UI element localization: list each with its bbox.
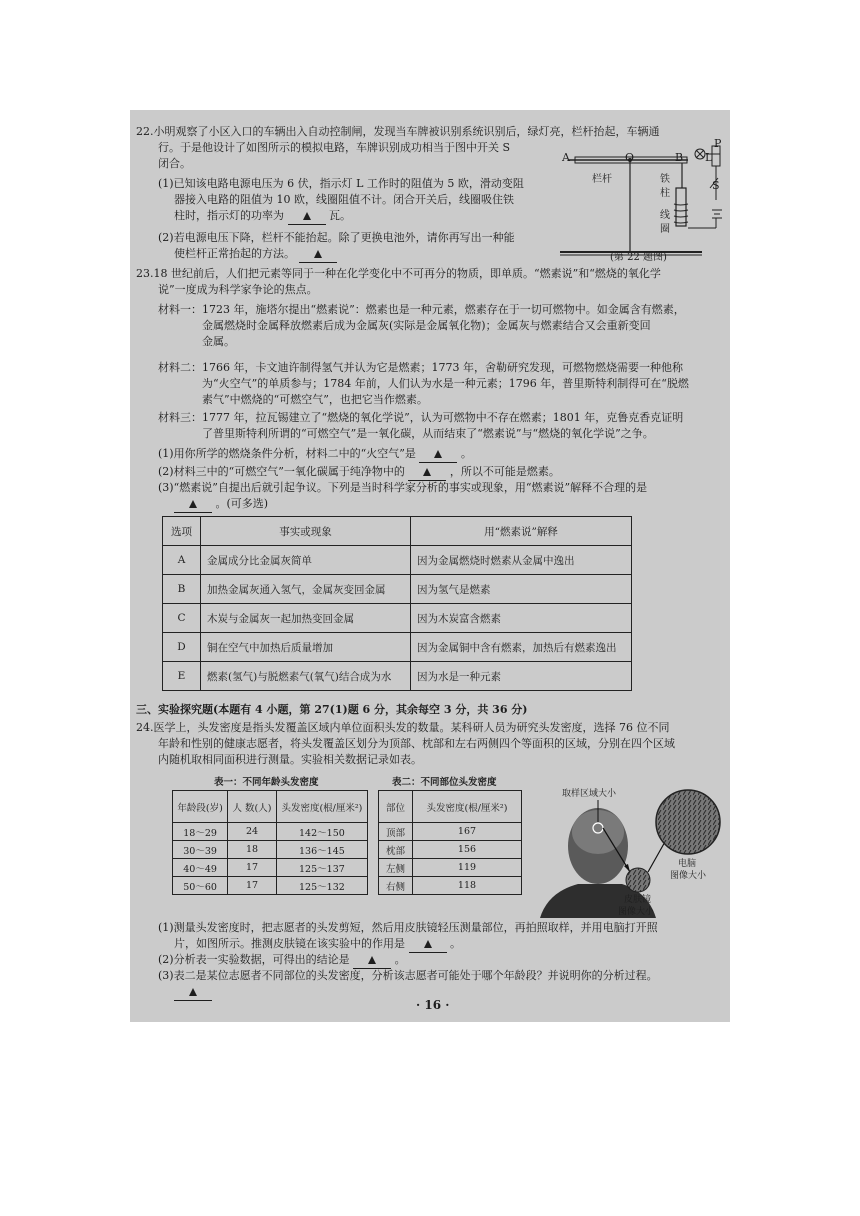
q24-table1: [172, 790, 368, 895]
fig-label-P: P: [714, 137, 722, 150]
triangle-icon: [189, 500, 197, 508]
table-cell: 17: [228, 859, 277, 877]
q23-q3-note: 。(可多选): [215, 497, 269, 510]
table-header-cell: 用“燃素说”解释: [411, 517, 632, 546]
fig-label-L: L: [705, 151, 713, 164]
q24-q1-end: 。: [450, 937, 461, 950]
answer-blank[interactable]: [288, 208, 326, 225]
table-cell: 因为水是一种元素: [411, 662, 632, 691]
q23-material1-line1: 材料一：1723 年，施塔尔提出“燃素说”：燃素也是一种元素，燃素存在于一切可燃物中。如金属含有燃素，: [158, 303, 685, 316]
table-cell: 因为木炭富含燃素: [411, 604, 632, 633]
q22-part1-text: 柱时，指示灯的功率为: [174, 209, 284, 222]
table-row: [173, 877, 368, 895]
triangle-icon: [423, 468, 431, 476]
table-row: [163, 633, 632, 662]
q23-q3-line1: (3)“燃素说”自提出后就引起争议。下列是当时科学家分析的事实或现象，用“燃素说”解释不合理的是: [158, 481, 648, 494]
label-computer-size: 图像大小: [670, 871, 707, 881]
table-cell: 因为金属铜中含有燃素，加热后有燃素逸出: [411, 633, 632, 662]
table-cell: 因为金属燃烧时燃素从金属中逸出: [411, 546, 632, 575]
triangle-icon: [434, 450, 442, 458]
table-header-row: [173, 791, 368, 823]
q23-material1-line2: 金属燃烧时金属释放燃素后成为金属灰(实际是金属氧化物)；金属灰与燃素结合又会重新变回: [202, 319, 651, 332]
q22-stem-line2: 行。于是他设计了如图所示的模拟电路，车牌识别成功相当于图中开关 S: [158, 141, 511, 154]
q23-material3-line2: 了普里斯特利所谓的“可燃空气”是一氧化碳，从而结束了“燃素说”与“燃烧的氧化学说”之争。: [202, 427, 654, 440]
table-header-cell: 选项: [163, 517, 201, 546]
triangle-icon: [368, 956, 376, 964]
table-cell: 142～150: [276, 823, 367, 841]
q24-table2: [378, 790, 522, 895]
table-row: [173, 841, 368, 859]
q22-part1-unit: 瓦。: [329, 209, 351, 222]
table-cell: 枕部: [379, 841, 413, 859]
table-cell: 18: [228, 841, 277, 859]
table-cell: 156: [412, 841, 521, 859]
section-3-heading: 三、实验探究题(本题有 4 小题，第 27(1)题 6 分，其余每空 3 分，共 36 分): [136, 703, 528, 716]
fig-label-coil-2: 圈: [660, 224, 670, 235]
table-row: [173, 859, 368, 877]
q23-material2-line1: 材料二：1766 年，卡文迪许制得氢气并认为它是燃素；1773 年，舍勒研究发现，可燃物燃烧需要一种他称: [158, 361, 683, 374]
label-dermatoscope-size: 图像大小: [618, 907, 655, 917]
q23-material1-line3: 金属。: [202, 335, 235, 348]
triangle-icon: [314, 250, 322, 258]
table-header-cell: 头发密度(根/厘米²): [412, 791, 521, 823]
q24-stem-line3: 内随机取相同面积进行测量。实验相关数据记录如表。: [158, 753, 422, 766]
table-header-row: [163, 517, 632, 546]
fig-label-iron-2: 柱: [660, 188, 670, 199]
fig-label-A: A: [562, 151, 570, 164]
table-header-cell: 人 数(人): [228, 791, 277, 823]
table-cell: 18～29: [173, 823, 228, 841]
table-cell: 右侧: [379, 877, 413, 895]
table-cell: 加热金属灰通入氢气，金属灰变回金属: [201, 575, 411, 604]
table-cell: 136～145: [276, 841, 367, 859]
fig-label-iron-1: 铁: [660, 174, 670, 185]
table-cell: A: [163, 546, 201, 575]
computer-image: [656, 790, 720, 854]
q23-q1-end: 。: [460, 447, 472, 460]
table-cell: C: [163, 604, 201, 633]
table-cell: 17: [228, 877, 277, 895]
q22-part2-line1: (2)若电源电压下降，栏杆不能抬起。除了更换电池外，请你再写出一种能: [158, 231, 515, 244]
q22-part1-line1: (1)已知该电路电源电压为 6 伏，指示灯 L 工作时的阻值为 5 欧，滑动变阻: [158, 177, 524, 190]
q23-stem-line1: 23.18 世纪前后，人们把元素等同于一种在化学变化中不可再分的物质，即单质。“燃素说”和“燃烧的氧化学: [136, 267, 661, 280]
table2-caption: 表二：不同部位头发密度: [392, 777, 497, 788]
label-dermatoscope: 皮肤镜: [624, 895, 652, 905]
fig-label-S: S: [712, 179, 720, 192]
table-cell: 因为氢气是燃素: [411, 575, 632, 604]
q22-part2-text: 使栏杆正常抬起的方法。: [174, 247, 295, 260]
q24-q3-line1: (3)表二是某位志愿者不同部位的头发密度，分析该志愿者可能处于哪个年龄段？并说明你的分析过程。: [158, 969, 658, 982]
table-cell: 金属成分比金属灰简单: [201, 546, 411, 575]
q23-material2-line3: 素气”中燃烧的“可燃空气”，也把它当作燃素。: [202, 393, 428, 406]
table-row: [379, 877, 522, 895]
q23-table: [162, 516, 632, 691]
table-row: [173, 823, 368, 841]
q22-part1-line2: 器接入电路的阻值为 10 欧，线圈阻值不计。闭合开关后，线圈吸住铁: [174, 193, 514, 206]
q23-q2-end: ，所以不可能是燃素。: [449, 465, 560, 478]
q22-figure-caption: (第 22 题图): [610, 252, 667, 263]
dermatoscope-image: [626, 868, 650, 892]
answer-blank[interactable]: [353, 952, 391, 969]
q22-stem-line1: 22.小明观察了小区入口的车辆出入自动控制闸，发现当车牌被识别系统识别后，绿灯亮，栏杆抬起，车辆通: [136, 125, 660, 138]
table-row: [379, 859, 522, 877]
q24-q1-text: 片，如图所示。推测皮肤镜在该实验中的作用是: [174, 937, 405, 950]
table-cell: D: [163, 633, 201, 662]
table-header-cell: 部位: [379, 791, 413, 823]
table-row: [163, 662, 632, 691]
q22-stem-line3: 闭合。: [158, 157, 191, 170]
table-cell: 119: [412, 859, 521, 877]
table-row: [163, 546, 632, 575]
q24-q2-end: 。: [394, 953, 406, 966]
q24-q2: [158, 952, 406, 969]
answer-blank[interactable]: [409, 936, 447, 953]
table-header-cell: 年龄段(岁): [173, 791, 228, 823]
fig-label-rail: 栏杆: [592, 174, 612, 185]
table-header-cell: 事实或现象: [201, 517, 411, 546]
q24-stem-line1: 24.医学上，头发密度是指头发覆盖区域内单位面积头发的数量。某科研人员为研究头发密度，选择 76 位不同: [136, 721, 670, 734]
table-cell: 118: [412, 877, 521, 895]
table-cell: 木炭与金属灰一起加热变回金属: [201, 604, 411, 633]
q24-q1-line1: (1)测量头发密度时，把志愿者的头发剪短，然后用皮肤镜轻压测量部位，再拍照取样，并用电脑打开照: [158, 921, 658, 934]
q23-material3-line1: 材料三：1777 年，拉瓦锡建立了“燃烧的氧化学说”，认为可燃物中不存在燃素；1801 年，克鲁克香克证明: [158, 411, 684, 424]
answer-blank[interactable]: [299, 246, 337, 263]
label-computer: 电脑: [678, 859, 697, 869]
answer-blank[interactable]: [419, 446, 457, 463]
fig-label-coil-1: 线: [660, 210, 670, 221]
label-sample-area: 取样区域大小: [562, 789, 617, 799]
exam-page: [130, 110, 730, 1022]
table1-caption: 表一：不同年龄头发密度: [214, 777, 319, 788]
q23-q3-line2: [174, 496, 268, 513]
triangle-icon: [424, 940, 432, 948]
q23-q2: [158, 464, 560, 481]
answer-blank[interactable]: [174, 984, 212, 1001]
triangle-icon: [303, 212, 311, 220]
q24-q1-line2: [174, 936, 461, 953]
table-cell: B: [163, 575, 201, 604]
table-cell: 40～49: [173, 859, 228, 877]
q23-q1: [158, 446, 472, 463]
table-cell: E: [163, 662, 201, 691]
table-row: [379, 841, 522, 859]
table-cell: 30～39: [173, 841, 228, 859]
table-cell: 125～137: [276, 859, 367, 877]
q22-part1-line3: [174, 208, 351, 225]
q22-part2-line2: [174, 246, 337, 263]
table-header-cell: 头发密度(根/厘米²): [276, 791, 367, 823]
q24-stem-line2: 年龄和性别的健康志愿者，将头发覆盖区划分为顶部、枕部和左右两侧四个等面积的区域，分别在四个区域: [158, 737, 675, 750]
answer-blank[interactable]: [408, 464, 446, 481]
q23-q2-text: (2)材料三中的“可燃空气”一氧化碳属于纯净物中的: [158, 465, 405, 478]
table-cell: 铜在空气中加热后质量增加: [201, 633, 411, 662]
fig-label-B: B: [675, 151, 684, 164]
table-cell: 50～60: [173, 877, 228, 895]
table-cell: 燃素(氢气)与脱燃素气(氧气)结合成为水: [201, 662, 411, 691]
q23-stem-line2: 说”一度成为科学家争论的焦点。: [158, 283, 318, 296]
table-cell: 167: [412, 823, 521, 841]
table-cell: 顶部: [379, 823, 413, 841]
table-cell: 125～132: [276, 877, 367, 895]
q23-q1-text: (1)用你所学的燃烧条件分析，材料二中的“火空气”是: [158, 447, 416, 460]
q23-material2-line2: 为“火空气”的单质参与；1784 年前，人们认为水是一种元素；1796 年，普里斯特利制得可在“脱燃: [202, 377, 689, 390]
fig-label-O: O: [625, 151, 635, 164]
table-cell: 左侧: [379, 859, 413, 877]
table-row: [163, 575, 632, 604]
table-header-row: [379, 791, 522, 823]
page-number: · 16 ·: [416, 998, 450, 1012]
table-row: [163, 604, 632, 633]
answer-blank[interactable]: [174, 496, 212, 513]
triangle-icon: [189, 988, 197, 996]
q24-q3-line2: [174, 984, 212, 1001]
table-row: [379, 823, 522, 841]
q24-q2-text: (2)分析表一实验数据，可得出的结论是: [158, 953, 350, 966]
table-cell: 24: [228, 823, 277, 841]
q22-circuit-diagram: [560, 140, 726, 260]
